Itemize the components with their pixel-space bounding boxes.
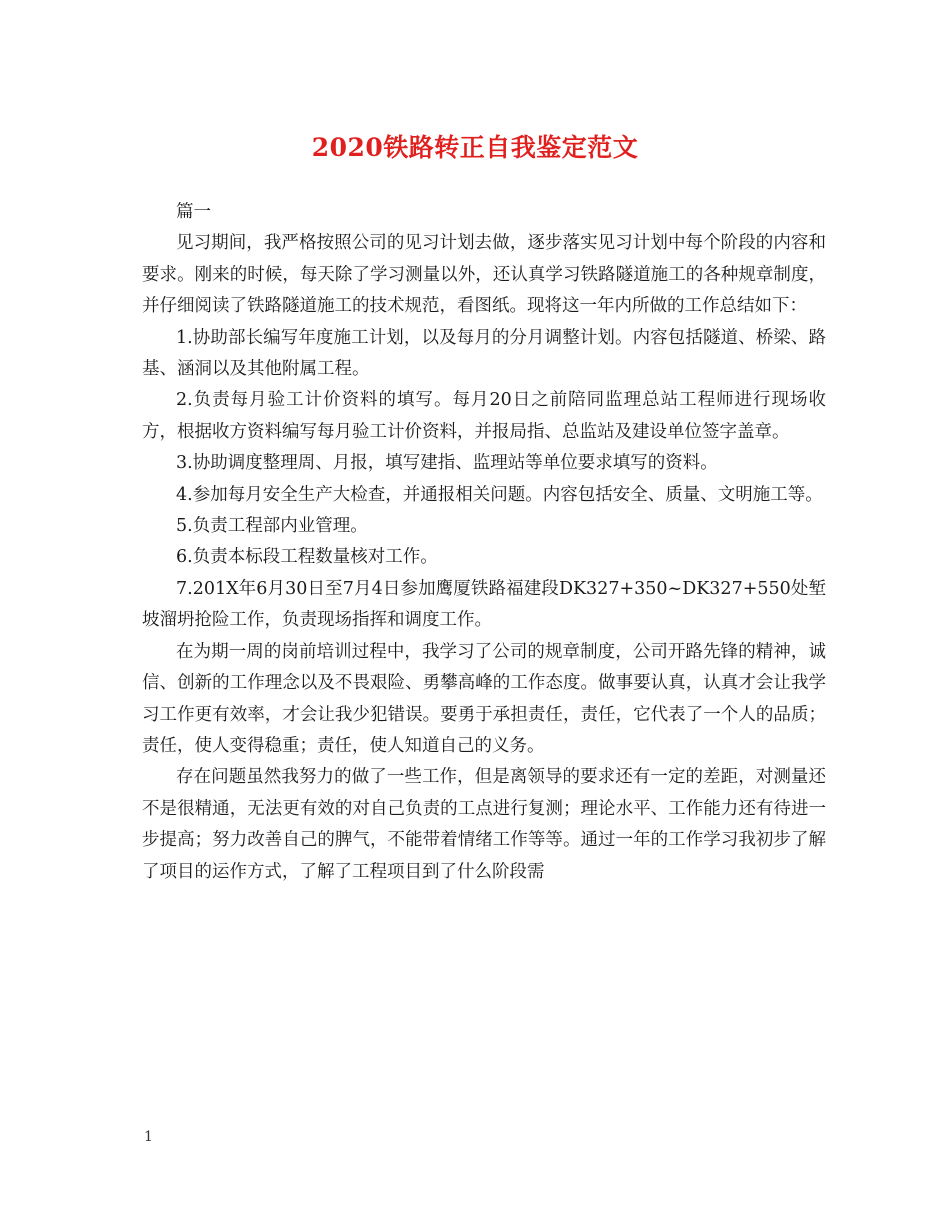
list-item-1: 1.协助部长编写年度施工计划，以及每月的分月调整计划。内容包括隧道、桥梁、路基、涵洞以及其他附属工程。 <box>142 327 826 380</box>
problems-paragraph: 存在问题虽然我努力的做了一些工作，但是离领导的要求还有一定的差距，对测量还不是很精通，无法更有效的对自己负责的工点进行复测；理论水平、工作能力还有待进一步提高；努力改善自己的脾气，不能带着情绪工作等等。通过一年的工作学习我初步了解了项目的运作方式，了解了工程项目到了什么阶段需 <box>142 767 826 882</box>
list-item-4: 4.参加每月安全生产大检查，并通报相关问题。内容包括安全、质量、文明施工等。 <box>176 484 823 505</box>
training-paragraph: 在为期一周的岗前培训过程中，我学习了公司的规章制度，公司开路先锋的精神，诚信、创新的工作理念以及不畏艰险、勇攀高峰的工作态度。做事要认真，认真才会让我学习工作更有效率，才会让我少犯错误。要勇于承担责任，责任，它代表了一个人的品质；责任，使人变得稳重；责任，使人知道自己的义务。 <box>142 641 826 756</box>
list-item-7: 7.201X年6月30日至7月4日参加鹰厦铁路福建段DK327+350~DK327+550处堑坡溜坍抢险工作，负责现场指挥和调度工作。 <box>142 578 826 631</box>
document-body <box>142 197 826 888</box>
list-item-3: 3.协助调度整理周、月报，填写建指、监理站等单位要求填写的资料。 <box>176 453 718 474</box>
intro-paragraph: 见习期间，我严格按照公司的见习计划去做，逐步落实见习计划中每个阶段的内容和要求。刚来的时候，每天除了学习测量以外，还认真学习铁路隧道施工的各种规章制度，并仔细阅读了铁路隧道施工的技术规范，看图纸。现将这一年内所做的工作总结如下： <box>142 233 826 317</box>
list-item-6: 6.负责本标段工程数量核对工作。 <box>176 547 438 568</box>
page-number: 1 <box>144 1129 153 1145</box>
list-item-2: 2.负责每月验工计价资料的填写。每月20日之前陪同监理总站工程师进行现场收方，根据收方资料编写每月验工计价资料，并报局指、总监站及建设单位签字盖章。 <box>142 390 826 442</box>
list-item-5: 5.负责工程部内业管理。 <box>176 516 368 537</box>
section-heading: 篇一 <box>176 202 211 222</box>
document-title: 2020铁路转正自我鉴定范文 <box>311 133 639 162</box>
